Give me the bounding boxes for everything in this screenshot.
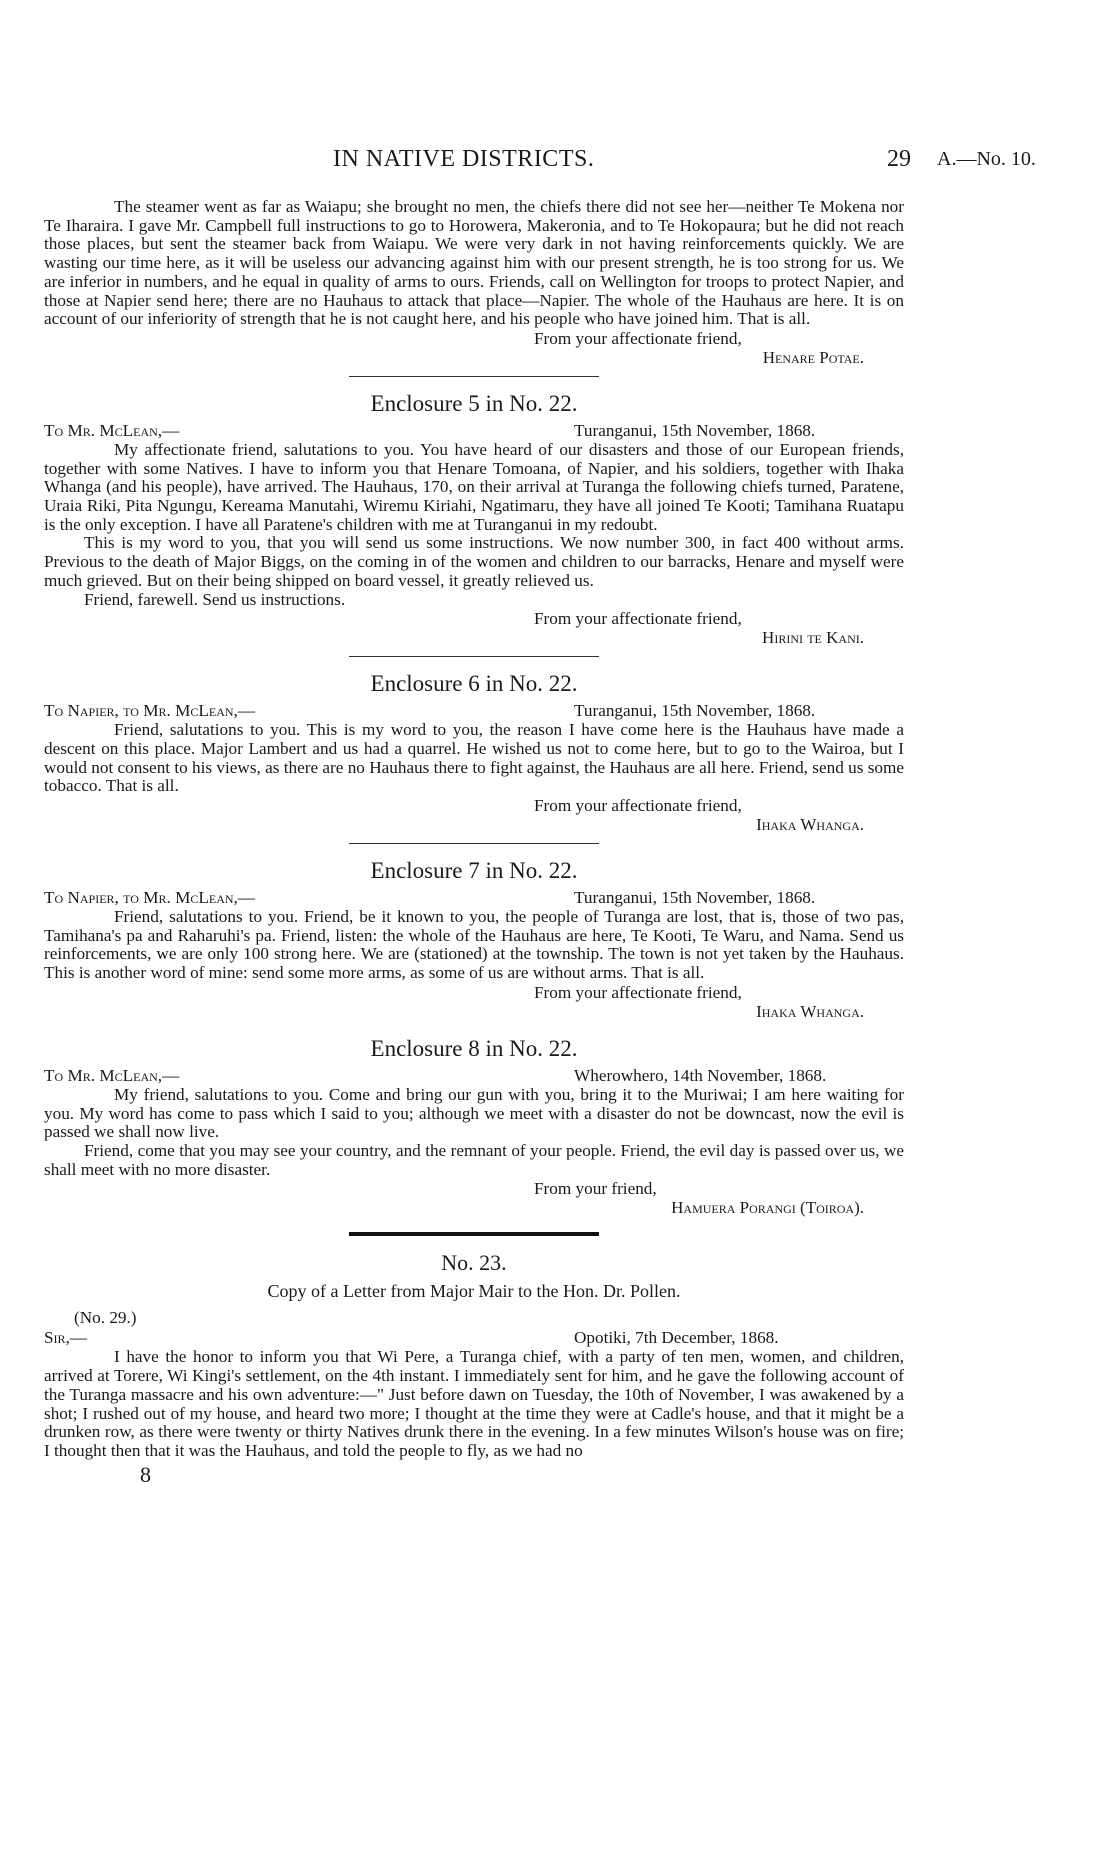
- salutation: Sir,—: [44, 1328, 88, 1348]
- signature: Henare Potae.: [762, 347, 864, 367]
- signature: Ihaka Whanga.: [756, 1001, 864, 1021]
- sign-off: From your affectionate friend,: [534, 609, 742, 629]
- letter-paragraph: My friend, salutations to you. Come and bring our gun with you, bring it to the Muriwai; I am here waiting for you. My word has come to pass which I said to you; although we meet with a disaster do not be downcast, now the evil is passed we shall now live.: [44, 1084, 904, 1142]
- enclosure-heading: Enclosure 7 in No. 22.: [370, 858, 578, 884]
- page-content: [44, 198, 904, 1485]
- enclosure-6: [44, 671, 904, 835]
- sign-off: From your affectionate friend,: [534, 982, 742, 1002]
- letter-paragraph: This is my word to you, that you will send us some instructions. We now number 300, in fact 400 without arms. Previous to the death of Major Biggs, on the coming in of the women and children to our barracks, Henare and myself were much grieved. But on their being shipped on board vessel, it greatly relieved us.: [44, 533, 904, 590]
- letter-paragraph: Friend, salutations to you. This is my word to you, the reason I have come here is the Hauhaus have made a descent on this place. Major Lambert and us had a quarrel. He wished us not to come here, but to go to the Wairoa, but I would not consent to his views, as there are no Hauhaus there to fight against, the Hauhaus are all here. Friend, send us some tobacco. That is all.: [44, 720, 904, 796]
- recipient: To Napier, to Mr. McLean,—: [44, 888, 256, 908]
- address-line: [44, 421, 904, 441]
- recipient: To Mr. McLean,—: [44, 420, 180, 440]
- place-date: Turanganui, 15th November, 1868.: [574, 420, 816, 440]
- section-divider: [349, 656, 599, 657]
- address-line: [44, 701, 904, 721]
- letter-paragraph: Friend, salutations to you. Friend, be it known to you, the people of Turanga are lost, that is, those of two pas, Tamihana's pa and Raharuhi's pa. Friend, listen: the whole of the Hauhaus are here, Te Kooti, Te Waru, and Nama. Send us reinforcements, we are only 100 strong here. We are (stationed) at the township. The town is not yet taken by the Hauhaus. This is another word of mine: send some more arms, as some of us are without arms. That is all.: [44, 907, 904, 983]
- recipient: To Napier, to Mr. McLean,—: [44, 701, 256, 721]
- running-title: IN NATIVE DISTRICTS.: [333, 146, 595, 172]
- section-divider-thick: [349, 1232, 599, 1236]
- page-number: 29: [887, 146, 911, 172]
- place-date: Turanganui, 15th November, 1868.: [574, 701, 816, 721]
- letter-number: (No. 29.): [74, 1308, 137, 1328]
- enclosure-heading: Enclosure 5 in No. 22.: [370, 390, 578, 416]
- opening-paragraph: The steamer went as far as Waiapu; she brought no men, the chiefs there did not see her—neither Te Mokena nor Te Iharaira. I gave Mr. Campbell full instructions to go to Horowera, Makeronia, and to Te Hokopaura; but he did not reach those places, but sent the steamer back from Waiapu. We were very dark in not having reinforcements quickly. We are wasting our time here, as it will be useless our advancing against him with our present strength, he is too strong for us. We are inferior in numbers, and he equal in quality of arms to ours. Friends, call on Wellington for troops to protect Napier, and those at Napier send here; there are no Hauhaus to attack that place—Napier. The whole of the Hauhaus are here. It is on account of our inferiority of strength that he is not caught here, and his people who have joined him. That is all.: [44, 197, 904, 329]
- signature-mark: 8: [140, 1461, 151, 1487]
- signature: Ihaka Whanga.: [756, 815, 864, 835]
- section-divider: [349, 376, 599, 377]
- sign-off: From your friend,: [534, 1179, 657, 1199]
- address-line: [44, 1328, 904, 1348]
- enclosure-8: [44, 1036, 904, 1219]
- place-date: Wherowhero, 14th November, 1868.: [574, 1065, 827, 1085]
- signature: Hamuera Porangi (Toiroa).: [671, 1198, 864, 1218]
- enclosure-heading: Enclosure 6 in No. 22.: [370, 671, 578, 697]
- sign-off: From your affectionate friend,: [534, 796, 742, 816]
- enclosure-heading: Enclosure 8 in No. 22.: [370, 1035, 578, 1061]
- sign-off: From your affectionate friend,: [534, 328, 742, 348]
- letter-paragraph: Friend, farewell. Send us instructions.: [84, 589, 346, 609]
- address-line: [44, 1066, 904, 1086]
- letter-paragraph: Friend, come that you may see your country, and the remnant of your people. Friend, the evil day is passed over us, we shall meet with no more disaster.: [44, 1140, 904, 1179]
- letter-paragraph: I have the honor to inform you that Wi Pere, a Turanga chief, with a party of ten men, women, and children, arrived at Torere, Wi Kingi's settlement, on the 4th instant. I immediately sent for him, and he gave the following account of the Turanga massacre and his own adventure:—" Just before dawn on Tuesday, the 10th of November, I was awakened by a shot; I rushed out of my house, and heard two more; I thought at the time they were at Cadle's house, and that it might be a drunken row, as there were twenty or thirty Natives drunk there in the evening. In a few minutes Wilson's house was on fire; I thought then that it was the Hauhaus, and told the people to fly, as we had no: [44, 1347, 904, 1460]
- signature: Hirini te Kani.: [762, 628, 864, 648]
- enclosure-5: [44, 391, 904, 648]
- document-no-23: [44, 1250, 904, 1487]
- document-reference: A.—No. 10.: [937, 148, 1036, 170]
- enclosure-7: [44, 858, 904, 1022]
- document-subtitle: Copy of a Letter from Major Mair to the Hon. Dr. Pollen.: [267, 1281, 681, 1302]
- opening-letter-tail: [44, 198, 904, 368]
- recipient: To Mr. McLean,—: [44, 1065, 180, 1085]
- running-header: [0, 146, 1114, 176]
- address-line: [44, 888, 904, 908]
- letter-paragraph: My affectionate friend, salutations to you. You have heard of our disasters and those of our European friends, together with some Natives. I have to inform you that Henare Tomoana, of Napier, and his soldiers, together with Ihaka Whanga (and his people), have arrived. The Hauhaus, 170, on their arrival at Turanga the following chiefs turned, Paratene, Uraia Riki, Pita Ngungu, Kereama Manutahi, Wiremu Kiriahi, Ngatimaru, they have all joined Te Kooti; Tamihana Ruatapu is the only exception. I have all Paratene's children with me at Turanganui in my redoubt.: [44, 439, 904, 534]
- document-heading: No. 23.: [441, 1250, 507, 1276]
- place-date: Opotiki, 7th December, 1868.: [574, 1328, 779, 1348]
- section-divider: [349, 843, 599, 844]
- place-date: Turanganui, 15th November, 1868.: [574, 888, 816, 908]
